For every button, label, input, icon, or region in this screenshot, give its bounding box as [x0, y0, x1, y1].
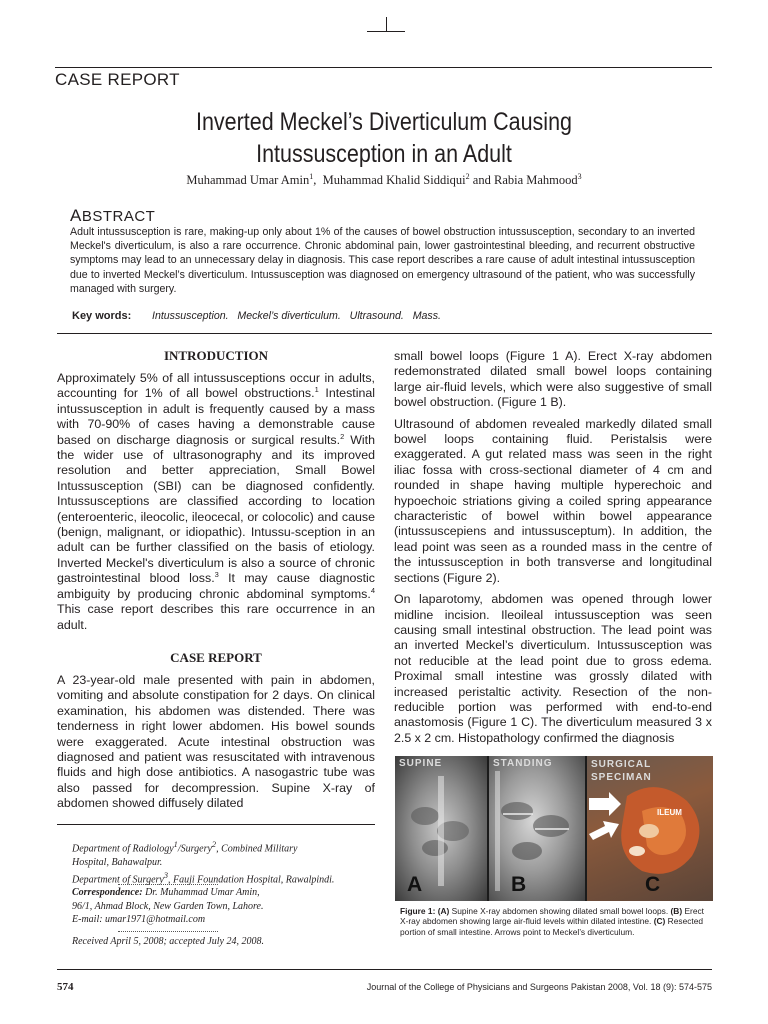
author-list: Muhammad Umar Amin$^1$, Muhammad Khalid Siddiqui$^2$ and Rabia Mahmood$^3$ — [186, 172, 582, 188]
affiliation-text: , Fauji Foundation Hospital, Rawalpindi. — [168, 874, 335, 886]
correspondence-address: 96/1, Ahmad Block, New Garden Town, Lahore. — [72, 900, 264, 912]
section-label: CASE REPORT — [55, 70, 180, 89]
intro-text-part: Approximately 5% of all intussusceptions occur in adults, accounting for 1% of all bowel obstructions. — [57, 371, 375, 401]
intro-text-part: Intestinal intussusception in adult is frequently caused by a mass with 70-90% of cases having a demonstrable cause based on discharge diagnosis or surgical results. — [57, 386, 375, 447]
intro-text-part: It may cause diagnostic ambiguity by producing chronic abdominal symptoms. — [57, 571, 375, 601]
panel-label: STANDING — [493, 758, 553, 769]
abstract-heading-rest: BSTRACT — [81, 208, 156, 225]
caption-text: Erect X-ray abdomen showing large air-fluid levels within dilated intestine. — [400, 906, 704, 927]
author-name: Rabia Mahmood — [493, 173, 578, 188]
author-name: Muhammad Khalid Siddiqui — [322, 173, 466, 188]
keyword: Ultrasound. — [349, 310, 404, 322]
keyword: Mass. — [412, 310, 441, 322]
caption-part-label: (B) — [670, 906, 683, 916]
caption-text: Supine X-ray abdomen showing dilated small bowel loops. — [449, 906, 669, 916]
case-report-text-left: A 23-year-old male presented with pain in abdomen, vomiting and absolute constipation for 2 days. On clinical examination, his abdomen was distended. There was tenderness in right lower abdomen. His bowel sounds were exaggerated. Acute intestinal obstruction was diagnosed and patient was resuscitated with intravenous fluids and high dose antibiotics. A nasogastric tube was also passed for decompression. Supine X-ray of abdomen showed diffusely dilated — [57, 673, 375, 811]
introduction-heading: INTRODUCTION — [163, 348, 268, 363]
affiliation-sup: 1 — [173, 840, 178, 849]
correspondence-email[interactable]: E-mail: umar1971@hotmail.com — [72, 914, 206, 925]
caption-part-label: (A) — [437, 906, 450, 916]
intro-text-part: This case report describes this rare occurrence in an adult. — [57, 602, 375, 632]
panel-label: SUPINE — [399, 758, 443, 769]
intro-text-part: With the wider use of ultrasonography and its improved resolution and better appreciation, Small Bowel Intussusception (SBI) can be diagnosed confidently. Intussusceptions are classified according to location (enteroenteric, ileocolic, ileocecal, or colocolic) and cause (benign, malignant, or idiopathic). Intussu-sception in an adult can be further classified on the basis of etiology. Inverted Meckel's diverticulum is also a source of chronic gastrointestinal blood loss. — [57, 432, 375, 586]
caption-label: Figure 1: — [400, 906, 436, 916]
footer-rule — [57, 969, 712, 970]
figure-1 — [395, 756, 713, 901]
abstract-heading-initial: A — [70, 206, 82, 225]
keyword: Meckel’s diverticulum. — [237, 310, 341, 322]
author-affiliation: 3 — [577, 172, 582, 181]
author-affiliation: 2 — [465, 172, 470, 181]
xray-standing-image — [489, 756, 585, 901]
author-affiliation: 1 — [309, 172, 314, 181]
introduction-text — [57, 371, 375, 633]
abstract-heading — [70, 206, 155, 226]
affiliation-text: Hospital, Bahawalpur. — [72, 856, 163, 868]
citation: 2 — [340, 431, 345, 441]
figure-caption — [400, 906, 712, 937]
caption-part-label: (C) — [653, 916, 666, 927]
abstract-text: Adult intussusception is rare, making-up only about 1% of the causes of bowel obstruction intussusception, secondary to an inverted Meckel's diverticulum, is also a rare occurrence. Chronic abdominal pain, lower gastrointestinal bleeding, and recurrent obstructive symptoms may lead to an unnecessary delay in diagnosis. This case report describes a rare cause of adult intestinal intussusception due to inverted Meckel’s diverticulum. Intussusception was diagnosed on emergency ultrasound of the patient, who was successfully managed with surgery. — [70, 226, 695, 295]
case-report-heading: CASE REPORT — [170, 650, 262, 665]
case-report-text-right — [394, 349, 712, 746]
panel-label: SURGICAL SPECIMAN — [591, 759, 652, 783]
affiliation-text: Department of Surgery — [72, 874, 164, 886]
panel-letter: A — [407, 873, 423, 896]
surgical-specimen-image — [587, 756, 713, 901]
top-mark-vertical — [386, 17, 387, 32]
air-fluid-levels-graphic — [489, 756, 585, 901]
paragraph: small bowel loops (Figure 1 A). Erect X-ray abdomen redemonstrated dilated small bowel loops containing large air-fluid levels, which were also suggestive of small bowel obstruction. (Figure 1 B). — [394, 349, 712, 410]
affiliations — [72, 838, 372, 887]
correspondence-label: Correspondence: — [72, 887, 143, 898]
keywords-label: Key words: — [72, 310, 132, 322]
affiliation-sup: 3 — [163, 871, 169, 881]
abstract-rule — [57, 333, 712, 334]
dotted-separator — [118, 884, 218, 885]
title-line-2: Intussusception in an Adult — [256, 140, 512, 168]
article-title — [105, 106, 662, 170]
keyword: Intussusception. — [152, 310, 229, 322]
ileum-label: ILEUM — [657, 808, 682, 817]
journal-citation: Journal of the College of Physicians and Surgeons Pakistan 2008, Vol. 18 (9): 574-575 — [366, 982, 712, 992]
affiliation-sup: 2 — [211, 840, 217, 849]
citation: 1 — [314, 385, 319, 395]
affiliation-text: /Surgery — [177, 843, 212, 855]
caption-text: Resected portion of small intestine. Arrows point to Meckel’s diverticulum. — [400, 916, 704, 937]
author-name: Muhammad Umar Amin — [186, 173, 310, 188]
affiliation-text: Department of Radiology — [72, 843, 174, 855]
panel-letter: B — [511, 873, 527, 896]
correspondence-name: Dr. Muhammad Umar Amin, — [142, 887, 260, 898]
correspondence — [72, 886, 372, 927]
panel-letter: C — [645, 873, 661, 896]
affiliation-text: , Combined Military — [216, 843, 298, 855]
xray-supine-image — [395, 756, 487, 901]
page-number: 574 — [57, 981, 74, 993]
paragraph: On laparotomy, abdomen was opened through lower midline incision. Ileoileal intussusception was seen causing small intestinal obstruction. The lead point was an inverted Meckel’s diverticulum. Intussusception was not reducible at the lead point due to gross edema. Proximal small intestine was grossly dilated with increased peristaltic activity. Resection of the non-reducible portion was performed with end-to-end anastomosis (Figure 1 C). The diverticulum measured 3 x 2.5 x 2 cm. Histopathology confirmed the diagnosis — [394, 592, 712, 745]
footnote-rule — [57, 824, 375, 825]
received-dates: Received April 5, 2008; accepted July 24, 2008. — [72, 936, 264, 947]
header-rule — [55, 67, 712, 68]
title-line-1: Inverted Meckel’s Diverticulum Causing — [195, 108, 573, 136]
citation: 4 — [370, 585, 375, 595]
dotted-separator — [118, 931, 218, 932]
keywords-list — [152, 310, 441, 322]
citation: 3 — [214, 570, 219, 580]
paragraph: Ultrasound of abdomen revealed markedly dilated small bowel loops containing fluid. Peristalsis were exaggerated. A gut related mass was seen in the right iliac fossa with cross-sectional diameter of 4 cm and rounded in shape having multiple hyperechoic and hypoechoic striations giving a coiled spring appearance characteristic of bowel within bowel appearance (intussuscepiens and intussusceptum). In addition, the lead point was seen as a rounded mass in the centre of the intussusception in both transverse and longitudinal sections (Figure 2). — [394, 416, 712, 585]
